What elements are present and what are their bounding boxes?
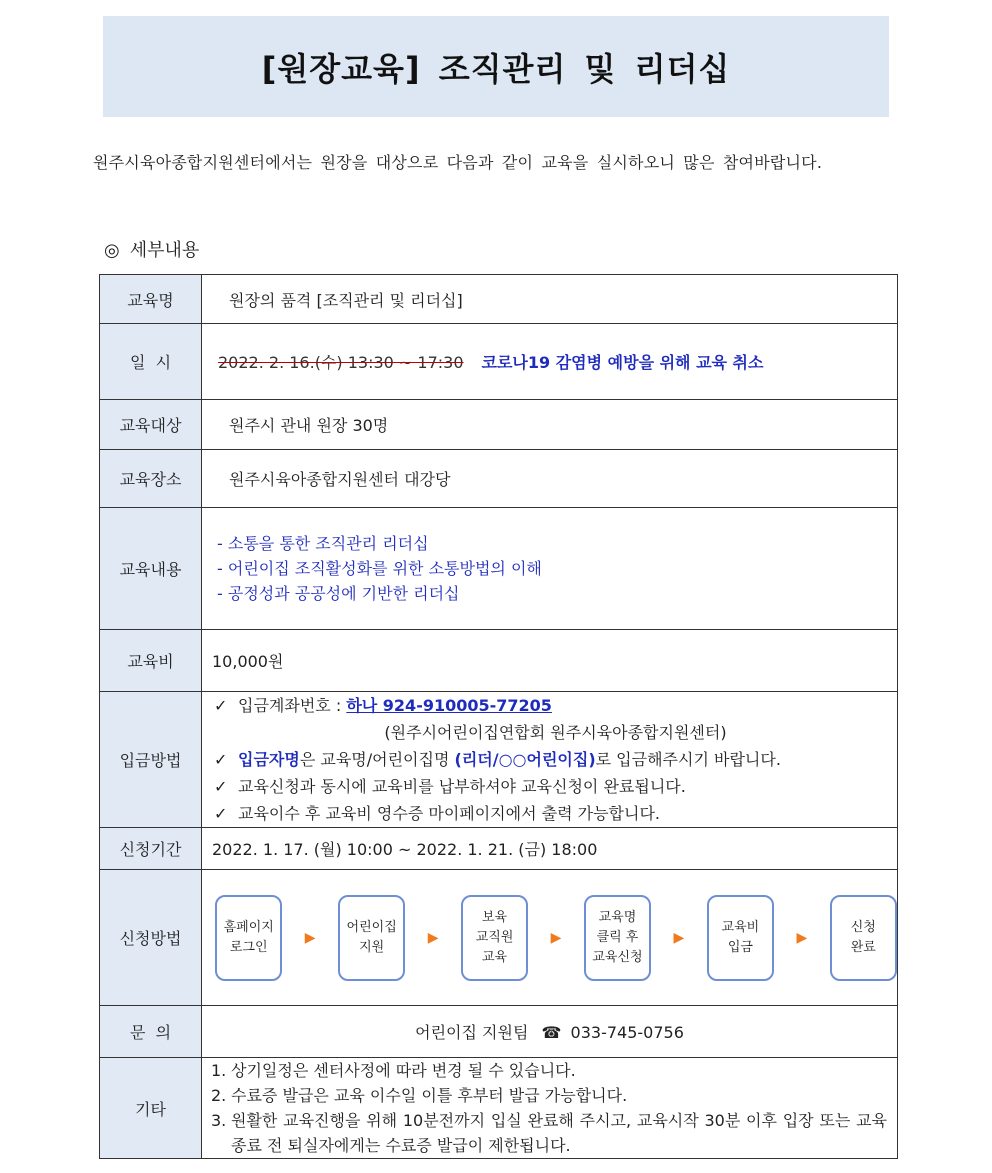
payment-line-3-text: 교육신청과 동시에 교육비를 납부하셔야 교육신청이 완료됩니다. bbox=[238, 777, 686, 796]
struck-date: 2022. 2. 16.(수) 13:30 ~ 17:30 bbox=[218, 353, 464, 372]
value-contact bbox=[202, 1006, 898, 1058]
check-icon: ✓ bbox=[214, 804, 228, 823]
section-heading-text: 세부내용 bbox=[129, 240, 200, 261]
step-complete bbox=[830, 895, 897, 981]
depositor-mid: 은 교육명/어린이집명 bbox=[299, 750, 455, 769]
check-icon: ✓ bbox=[214, 777, 228, 796]
row-method bbox=[100, 870, 898, 1006]
item-text: 상기일정은 센터사정에 따라 변경 될 수 있습니다. bbox=[231, 1061, 576, 1080]
check-icon: ✓ bbox=[214, 696, 228, 715]
arrow-right-icon: ▶ bbox=[673, 929, 685, 946]
value-period: 2022. 1. 17. (월) 10:00 ~ 2022. 1. 21. (금) 18:00 bbox=[202, 828, 898, 870]
depositor-suffix: 로 입금해주시기 바랍니다. bbox=[595, 750, 781, 769]
payment-line-3 bbox=[214, 773, 897, 800]
step-login bbox=[215, 895, 282, 981]
row-misc bbox=[100, 1058, 898, 1159]
payment-depositor-line bbox=[214, 746, 897, 773]
value-content bbox=[202, 508, 898, 630]
label-payment: 입금방법 bbox=[100, 692, 202, 828]
arrow-right-icon: ▶ bbox=[427, 929, 439, 946]
list-item bbox=[211, 1083, 897, 1108]
label-fee: 교육비 bbox=[100, 630, 202, 692]
step-text: 홈페이지 bbox=[223, 919, 274, 935]
step-text: 신청 bbox=[850, 919, 876, 935]
label-target: 교육대상 bbox=[100, 400, 202, 450]
account-number: 하나 924-910005-77205 bbox=[346, 696, 552, 715]
row-place bbox=[100, 450, 898, 508]
value-date bbox=[202, 324, 898, 400]
account-prefix: 입금계좌번호 : bbox=[238, 696, 347, 715]
list-item bbox=[211, 1108, 897, 1158]
item-text: 원활한 교육진행을 위해 10분전까지 입실 완료해 주시고, 교육시작 30분 이후 입장 또는 교육종료 전 퇴실자에게는 수료증 발급이 제한됩니다. bbox=[231, 1111, 887, 1155]
value-payment bbox=[202, 692, 898, 828]
label-period: 신청기간 bbox=[100, 828, 202, 870]
contact-team: 어린이집 지원팀 bbox=[415, 1023, 529, 1042]
depositor-format: (리더/○○어린이집) bbox=[454, 750, 596, 769]
label-contact: 문 의 bbox=[100, 1006, 202, 1058]
section-heading bbox=[104, 236, 199, 262]
list-item bbox=[211, 1058, 897, 1083]
list-item: - 공정성과 공공성에 기반한 리더십 bbox=[217, 584, 460, 603]
arrow-right-icon: ▶ bbox=[796, 929, 808, 946]
details-table bbox=[99, 274, 898, 1159]
row-content bbox=[100, 508, 898, 630]
row-date bbox=[100, 324, 898, 400]
step-text: 교직원 bbox=[475, 929, 514, 945]
step-text: 교육신청 bbox=[592, 949, 643, 965]
label-method: 신청방법 bbox=[100, 870, 202, 1006]
item-number: 3. bbox=[211, 1111, 227, 1130]
item-number: 1. bbox=[211, 1061, 227, 1080]
check-icon: ✓ bbox=[214, 750, 228, 769]
cancel-notice: 코로나19 감염병 예방을 위해 교육 취소 bbox=[481, 353, 764, 372]
item-text: 수료증 발급은 교육 이수일 이틀 후부터 발급 가능합니다. bbox=[231, 1086, 628, 1105]
content-list bbox=[202, 531, 897, 606]
account-holder: (원주시어린이집연합회 원주시육아종합지원센터) bbox=[384, 723, 727, 742]
step-payment bbox=[707, 895, 774, 981]
process-steps bbox=[202, 895, 897, 981]
page-title: [원장교육] 조직관리 및 리더십 bbox=[261, 49, 731, 88]
value-misc bbox=[202, 1058, 898, 1159]
title-banner bbox=[103, 16, 889, 117]
list-item: - 어린이집 조직활성화를 위한 소통방법의 이해 bbox=[217, 559, 542, 578]
section-mark-icon: ◎ bbox=[104, 240, 120, 261]
contact-phone: 033-745-0756 bbox=[570, 1023, 684, 1042]
value-fee: 10,000원 bbox=[202, 630, 898, 692]
row-course-name bbox=[100, 275, 898, 324]
label-place: 교육장소 bbox=[100, 450, 202, 508]
arrow-right-icon: ▶ bbox=[550, 929, 562, 946]
intro-text: 원주시육아종합지원센터에서는 원장을 대상으로 다음과 같이 교육을 실시하오니 많은 참여바랍니다. bbox=[93, 153, 823, 172]
depositor-label: 입금자명 bbox=[238, 750, 300, 769]
phone-icon: ☎ bbox=[541, 1023, 562, 1042]
row-payment bbox=[100, 692, 898, 828]
step-text: 로그인 bbox=[229, 939, 268, 955]
step-text: 교육 bbox=[481, 949, 508, 965]
step-text: 지원 bbox=[359, 939, 385, 955]
step-daycare-support bbox=[338, 895, 405, 981]
value-method bbox=[202, 870, 898, 1006]
value-course-name: 원장의 품격 [조직관리 및 리더십] bbox=[202, 275, 898, 324]
value-place: 원주시육아종합지원센터 대강당 bbox=[202, 450, 898, 508]
arrow-right-icon: ▶ bbox=[304, 929, 316, 946]
step-text: 보육 bbox=[481, 909, 508, 925]
label-misc: 기타 bbox=[100, 1058, 202, 1159]
row-fee bbox=[100, 630, 898, 692]
step-staff-education bbox=[461, 895, 528, 981]
row-period bbox=[100, 828, 898, 870]
step-text: 어린이집 bbox=[346, 919, 397, 935]
step-text: 클릭 후 bbox=[596, 929, 639, 945]
label-course-name: 교육명 bbox=[100, 275, 202, 324]
step-text: 완료 bbox=[850, 939, 876, 955]
payment-line-4-text: 교육이수 후 교육비 영수증 마이페이지에서 출력 가능합니다. bbox=[238, 804, 661, 823]
item-number: 2. bbox=[211, 1086, 227, 1105]
row-contact bbox=[100, 1006, 898, 1058]
step-text: 입금 bbox=[727, 939, 753, 955]
step-apply bbox=[584, 895, 651, 981]
value-target: 원주시 관내 원장 30명 bbox=[202, 400, 898, 450]
step-text: 교육비 bbox=[721, 919, 760, 935]
label-content: 교육내용 bbox=[100, 508, 202, 630]
row-target bbox=[100, 400, 898, 450]
label-date: 일 시 bbox=[100, 324, 202, 400]
payment-account-line bbox=[214, 692, 897, 719]
step-text: 교육명 bbox=[598, 909, 637, 925]
list-item: - 소통을 통한 조직관리 리더십 bbox=[217, 534, 429, 553]
payment-line-4 bbox=[214, 800, 897, 827]
